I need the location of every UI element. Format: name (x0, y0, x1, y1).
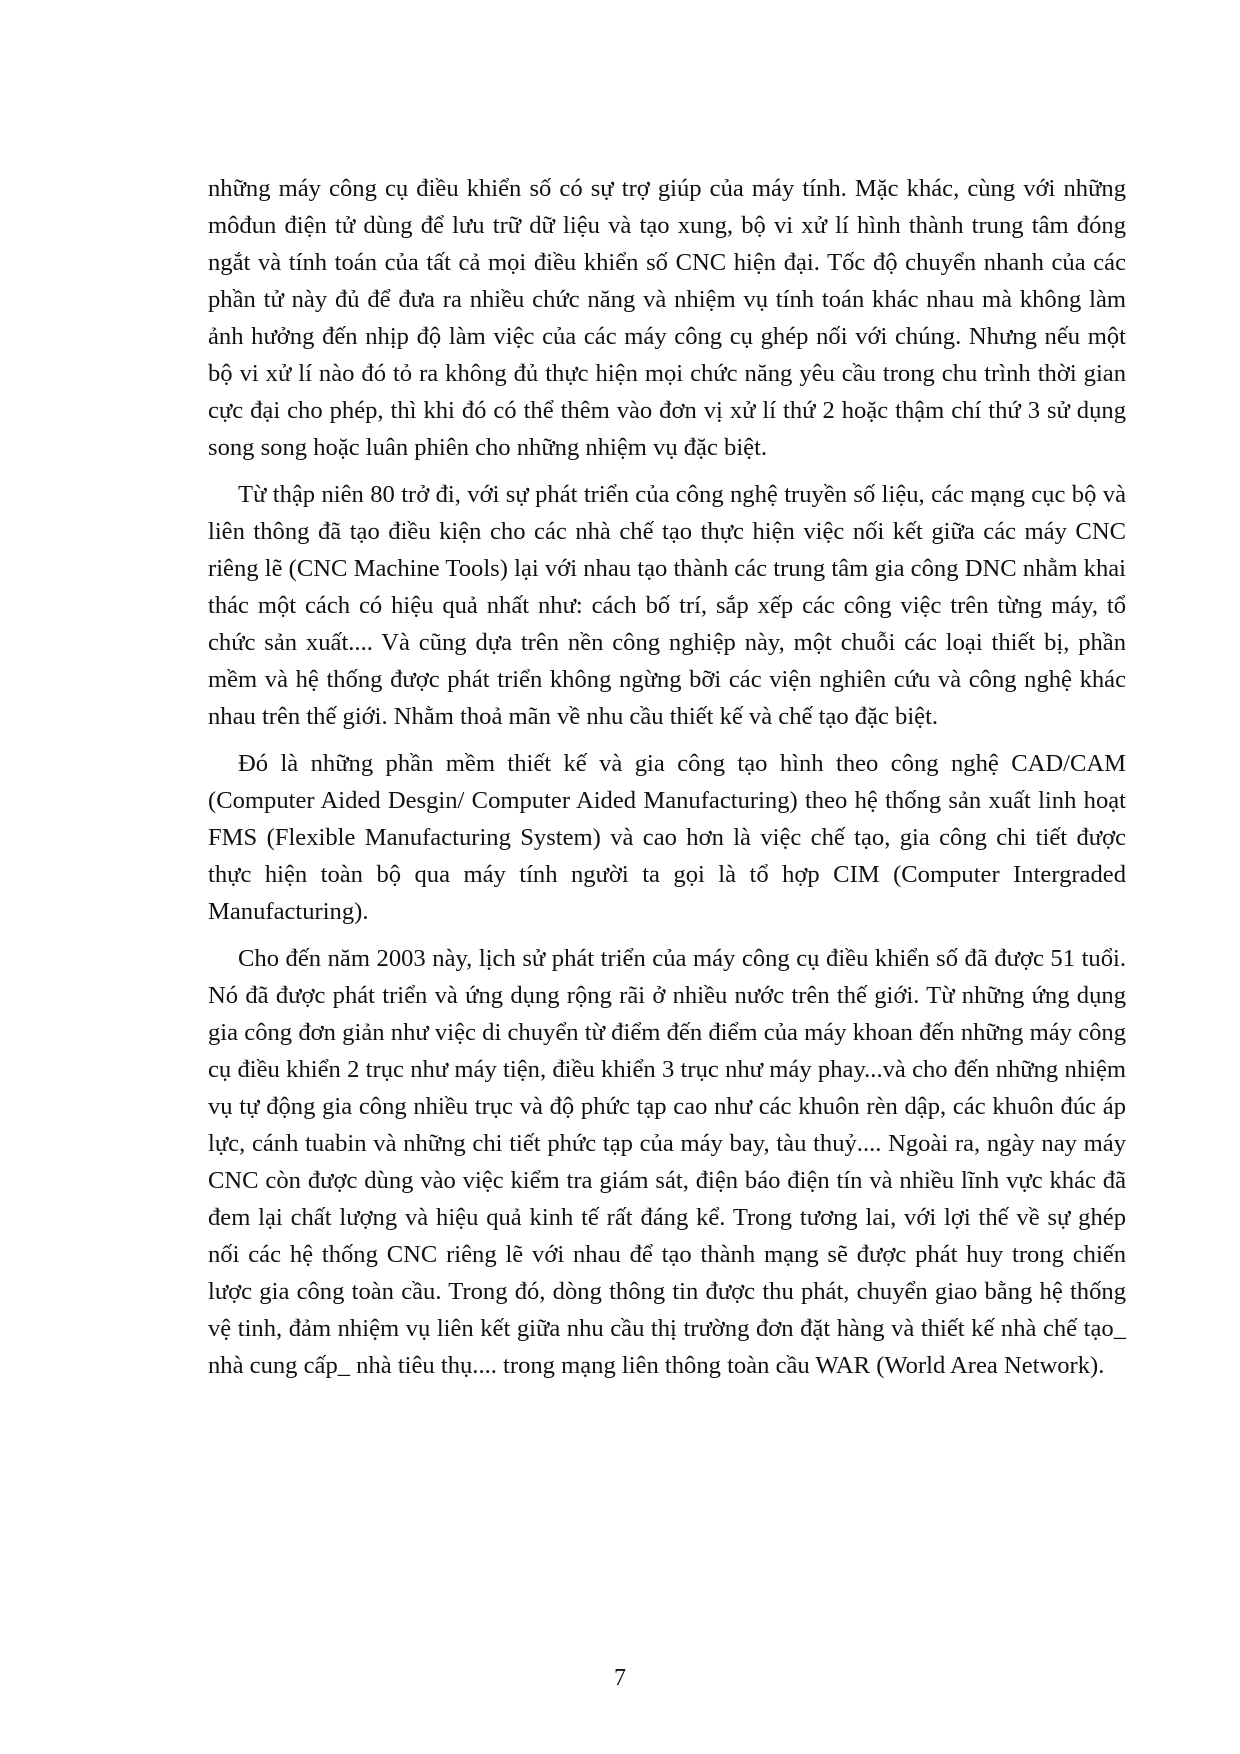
paragraph-cnc-history: Cho đến năm 2003 này, lịch sử phát triển của máy công cụ điều khiển số đã được 51 tuổi. Nó đã được phát triển và ứng dụng rộng rãi ở nhiều nước trên thế giới. Từ những ứng dụng gia công đơn giản như việc di chuyển từ điểm đến điểm của máy khoan đến những máy công cụ điều khiển 2 trục như máy tiện, điều khiển 3 trục như máy phay...và cho đến những nhiệm vụ tự động gia công nhiều trục và độ phức tạp cao như các khuôn rèn dập, các khuôn đúc áp lực, cánh tuabin và những chi tiết phức tạp của máy bay, tàu thuỷ.... Ngoài ra, ngày nay máy CNC còn được dùng vào việc kiểm tra giám sát, điện báo điện tín và nhiều lĩnh vực khác đã đem lại chất lượng và hiệu quả kinh tế rất đáng kể. Trong tương lai, với lợi thế về sự ghép nối các hệ thống CNC riêng lẽ với nhau để tạo thành mạng sẽ được phát huy trong chiến lược gia công toàn cầu. Trong đó, dòng thông tin được thu phát, chuyển giao bằng hệ thống vệ tinh, đảm nhiệm vụ liên kết giữa nhu cầu thị trường đơn đặt hàng và thiết kế nhà chế tạo_ nhà cung cấp_ nhà tiêu thụ.... trong mạng liên thông toàn cầu WAR (World Area Network). (208, 945, 1126, 1379)
paragraph-dnc-networks: Từ thập niên 80 trở đi, với sự phát triển của công nghệ truyền số liệu, các mạng cục bộ và liên thông đã tạo điều kiện cho các nhà chế tạo thực hiện việc nối kết giữa các máy CNC riêng lẽ (CNC Machine Tools) lại với nhau tạo thành các trung tâm gia công DNC nhằm khai thác một cách có hiệu quả nhất như: cách bố trí, sắp xếp các công việc trên từng máy, tổ chức sản xuất.... Và cũng dựa trên nền công nghiệp này, một chuỗi các loại thiết bị, phần mềm và hệ thống được phát triển không ngừng bỡi các viện nghiên cứu và công nghệ khác nhau trên thế giới. Nhằm thoả mãn về nhu cầu thiết kế và chế tạo đặc biệt. (208, 481, 1126, 730)
page-number: 7 (614, 1665, 626, 1691)
paragraph-cnc-processors: những máy công cụ điều khiển số có sự trợ giúp của máy tính. Mặc khác, cùng với những môđun điện tử dùng để lưu trữ dữ liệu và tạo xung, bộ vi xử lí hình thành trung tâm đóng ngắt và tính toán của tất cả mọi điều khiển số CNC hiện đại. Tốc độ chuyển nhanh của các phần tử này đủ để đưa ra nhiều chức năng và nhiệm vụ tính toán khác nhau mà không làm ảnh hưởng đến nhịp độ làm việc của các máy công cụ ghép nối với chúng. Nhưng nếu một bộ vi xử lí nào đó tỏ ra không đủ thực hiện mọi chức năng yêu cầu trong chu trình thời gian cực đại cho phép, thì khi đó có thể thêm vào đơn vị xử lí thứ 2 hoặc thậm chí thứ 3 sử dụng song song hoặc luân phiên cho những nhiệm vụ đặc biệt. (208, 175, 1126, 461)
body-text (208, 170, 1126, 1394)
paragraph-cad-cam: Đó là những phần mềm thiết kế và gia công tạo hình theo công nghệ CAD/CAM (Computer Aided Desgin/ Computer Aided Manufacturing) theo hệ thống sản xuất linh hoạt FMS (Flexible Manufacturing System) và cao hơn là việc chế tạo, gia công chi tiết được thực hiện toàn bộ qua máy tính người ta gọi là tổ hợp CIM (Computer Intergraded Manufacturing). (208, 750, 1126, 925)
